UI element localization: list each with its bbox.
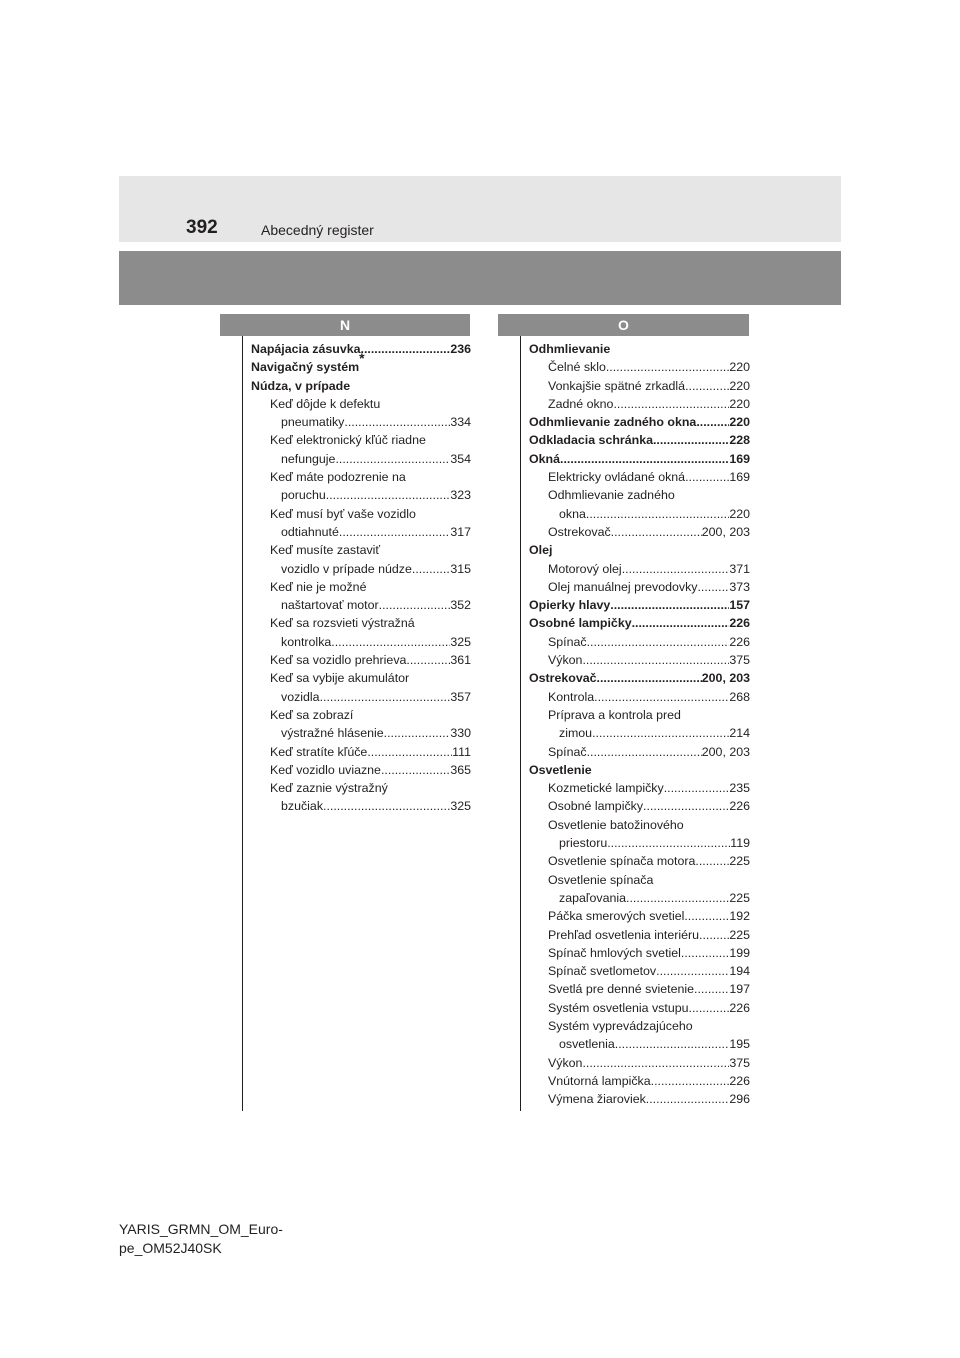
index-entry <box>529 834 750 852</box>
dot-leader <box>587 633 730 651</box>
entry-term: Okná <box>529 451 560 466</box>
dot-leader <box>622 560 730 578</box>
entry-page-number: 330 <box>450 726 471 741</box>
dot-leader <box>646 1090 730 1108</box>
index-entry <box>529 669 750 687</box>
entry-term: Keď sa rozsvieti výstražná <box>270 616 415 631</box>
index-column-o <box>529 340 750 1108</box>
dot-leader <box>592 724 729 742</box>
entry-term: Odhmlievanie zadného okna <box>529 415 697 430</box>
header-dark-band <box>119 251 841 305</box>
entry-page-number: 169 <box>729 451 750 466</box>
index-column-n <box>251 340 471 816</box>
index-entry <box>529 761 750 779</box>
entry-page-number: 375 <box>729 653 750 668</box>
entry-page-number: 195 <box>729 1037 750 1052</box>
index-entry <box>251 614 471 632</box>
index-entry <box>251 431 471 449</box>
index-entry <box>251 486 471 504</box>
entry-term: Výmena žiaroviek <box>548 1092 646 1107</box>
dot-leader <box>626 889 729 907</box>
entry-term: výstražné hlásenie <box>281 726 384 741</box>
entry-page-number: 200, 203 <box>701 744 750 759</box>
index-entry <box>251 779 471 797</box>
entry-term: naštartovať motor <box>281 598 379 613</box>
entry-term: Núdza, v prípade <box>251 378 351 393</box>
entry-term: Keď zaznie výstražný <box>270 781 388 796</box>
dot-leader <box>632 614 730 632</box>
entry-term: odtiahnuté <box>281 524 339 539</box>
index-entry <box>529 596 750 614</box>
entry-term: Napájacia zásuvka <box>251 342 361 356</box>
entry-term: Motorový olej <box>548 561 622 576</box>
entry-term: nefunguje <box>281 451 336 466</box>
index-entry <box>529 633 750 651</box>
entry-page-number: 226 <box>729 1000 750 1015</box>
entry-term: Systém vyprevádzajúceho <box>548 1018 693 1033</box>
index-entry <box>529 358 750 376</box>
letter-heading-o: O <box>498 314 749 336</box>
footer-line-2: pe_OM52J40SK <box>119 1240 222 1256</box>
entry-page-number: 357 <box>450 689 471 704</box>
entry-page-number: 334 <box>450 415 471 430</box>
index-entry <box>251 505 471 523</box>
entry-term: Keď dôjde k defektu <box>270 396 381 411</box>
column-rule-o <box>520 336 521 1111</box>
index-entry <box>529 980 750 998</box>
index-entry <box>251 669 471 687</box>
index-entry <box>529 889 750 907</box>
entry-term: Keď elektronický kľúč riadne <box>270 433 426 448</box>
entry-page-number: 169 <box>729 470 750 485</box>
dot-leader <box>367 743 452 761</box>
entry-page-number: 220 <box>729 415 750 430</box>
entry-term: Keď sa zobrazí <box>270 707 354 722</box>
entry-term: Keď musí byť vaše vozidlo <box>270 506 416 521</box>
entry-page-number: 194 <box>729 964 750 979</box>
entry-page-number: 111 <box>452 744 471 759</box>
entry-page-number: 220 <box>729 378 750 393</box>
dot-leader <box>613 395 729 413</box>
index-entry <box>529 852 750 870</box>
entry-term: osvetlenia <box>559 1037 615 1052</box>
page-number: 392 <box>186 217 218 238</box>
entry-page-number: 119 <box>730 836 750 851</box>
index-entry <box>251 761 471 779</box>
entry-term: Keď máte podozrenie na <box>270 470 406 485</box>
dot-leader <box>326 486 451 504</box>
entry-page-number: 375 <box>729 1055 750 1070</box>
entry-page-number: 220 <box>729 506 750 521</box>
entry-term: Navigačný systém <box>251 360 360 375</box>
entry-term: Ostrekovač <box>529 671 597 686</box>
dot-leader <box>653 431 729 449</box>
index-entry <box>251 596 471 614</box>
index-entry <box>529 1035 750 1053</box>
entry-term: Odhmlievanie zadného <box>548 488 675 503</box>
entry-term: Keď vozidlo uviazne <box>270 762 381 777</box>
dot-leader <box>684 907 729 925</box>
index-entry <box>529 1017 750 1035</box>
index-entry <box>251 651 471 669</box>
dot-leader <box>689 999 730 1017</box>
entry-page-number: 296 <box>729 1092 750 1107</box>
entry-term: Odhmlievanie <box>529 342 611 356</box>
dot-leader <box>406 651 450 669</box>
entry-term: Čelné sklo <box>548 360 606 375</box>
dot-leader <box>582 1054 729 1072</box>
dot-leader <box>361 340 451 358</box>
dot-leader <box>695 852 729 870</box>
index-entry <box>529 560 750 578</box>
dot-leader <box>697 578 729 596</box>
entry-page-number: 225 <box>729 890 750 905</box>
entry-page-number: 226 <box>729 616 750 631</box>
entry-term: Výkon <box>548 1055 583 1070</box>
entry-page-number: 220 <box>729 360 750 375</box>
index-entry <box>529 614 750 632</box>
entry-term: Osvetlenie spínača <box>548 872 654 887</box>
dot-leader <box>582 651 729 669</box>
index-entry <box>529 688 750 706</box>
entry-page-number: 200, 203 <box>701 671 750 686</box>
dot-leader <box>699 926 729 944</box>
entry-page-number: 235 <box>729 781 750 796</box>
index-entry <box>529 431 750 449</box>
dot-leader <box>685 377 729 395</box>
index-entry <box>529 468 750 486</box>
entry-page-number: 268 <box>729 689 750 704</box>
index-entry <box>529 1054 750 1072</box>
entry-page-number: 228 <box>729 433 750 448</box>
dot-leader <box>320 688 451 706</box>
dot-leader <box>339 523 450 541</box>
index-entry <box>251 468 471 486</box>
entry-term: Systém osvetlenia vstupu <box>548 1000 689 1015</box>
footer-line-1: YARIS_GRMN_OM_Euro- <box>119 1221 283 1237</box>
index-entry <box>529 706 750 724</box>
entry-page-number: 199 <box>729 945 750 960</box>
index-entry <box>251 377 471 395</box>
entry-term: Prehľad osvetlenia interiéru <box>548 927 700 942</box>
index-entry <box>251 797 471 815</box>
entry-term: Olej manuálnej prevodovky <box>548 579 698 594</box>
entry-page-number: 325 <box>450 799 471 814</box>
dot-leader <box>560 450 729 468</box>
dot-leader <box>694 980 729 998</box>
dot-leader <box>597 669 702 687</box>
entry-page-number: 354 <box>450 451 471 466</box>
index-entry <box>251 578 471 596</box>
index-entry <box>251 350 471 376</box>
index-entry <box>529 999 750 1017</box>
entry-term: Keď stratíte kľúče <box>270 744 368 759</box>
entry-term: Elektricky ovládané okná <box>548 470 686 485</box>
entry-term: kontrolka <box>281 634 332 649</box>
entry-term: Keď musíte zastaviť <box>270 543 381 558</box>
index-entry <box>529 505 750 523</box>
index-entry <box>529 578 750 596</box>
entry-term: okna <box>559 506 586 521</box>
entry-term: Osvetlenie <box>529 762 592 777</box>
entry-term: Keď sa vozidlo prehrieva <box>270 653 407 668</box>
entry-page-number: 226 <box>729 799 750 814</box>
entry-term: Keď sa vybije akumulátor <box>270 671 410 686</box>
entry-term: Odkladacia schránka <box>529 433 653 448</box>
index-entry <box>529 340 750 358</box>
dot-leader <box>379 596 451 614</box>
index-entry <box>529 816 750 834</box>
index-entry <box>251 633 471 651</box>
entry-term: Výkon <box>548 653 583 668</box>
entry-term: Spínač hmlových svetiel <box>548 945 681 960</box>
dot-leader <box>656 962 729 980</box>
index-entry <box>529 651 750 669</box>
entry-term: poruchu <box>281 488 326 503</box>
index-entry <box>529 486 750 504</box>
entry-term: vozidla <box>281 689 320 704</box>
index-entry <box>251 523 471 541</box>
entry-page-number: 361 <box>450 653 471 668</box>
header-band <box>119 176 841 242</box>
entry-page-number: 220 <box>729 396 750 411</box>
dot-leader <box>611 523 702 541</box>
entry-term: Kontrola <box>548 689 595 704</box>
index-entry <box>529 944 750 962</box>
index-entry <box>251 541 471 559</box>
entry-page-number: 325 <box>450 634 471 649</box>
index-entry <box>251 706 471 724</box>
entry-term: Vonkajšie spätné zrkadlá <box>548 378 686 393</box>
entry-page-number: 192 <box>729 909 750 924</box>
entry-page-number: 200, 203 <box>701 524 750 539</box>
entry-page-number: 323 <box>450 488 471 503</box>
dot-leader <box>685 468 729 486</box>
entry-page-number: 197 <box>729 982 750 997</box>
dot-leader <box>696 413 729 431</box>
index-entry <box>251 450 471 468</box>
entry-page-number: 371 <box>729 561 750 576</box>
index-entry <box>529 797 750 815</box>
index-entry <box>529 1090 750 1108</box>
dot-leader <box>381 761 450 779</box>
index-entry <box>251 395 471 413</box>
dot-leader <box>384 724 451 742</box>
entry-term: Vnútorná lampička <box>548 1073 651 1088</box>
index-entry <box>529 926 750 944</box>
entry-term: Zadné okno <box>548 396 614 411</box>
dot-leader <box>587 743 702 761</box>
dot-leader <box>344 413 450 431</box>
entry-term: vozidlo v prípade núdze <box>281 561 412 576</box>
entry-page-number: 225 <box>729 927 750 942</box>
dot-leader <box>664 779 730 797</box>
entry-term: Spínač <box>548 744 587 759</box>
entry-term: Osobné lampičky <box>548 799 644 814</box>
entry-term: Príprava a kontrola pred <box>548 707 681 722</box>
entry-page-number: 317 <box>450 524 471 539</box>
entry-page-number: 365 <box>450 762 471 777</box>
dot-leader <box>643 797 729 815</box>
dot-leader <box>607 834 730 852</box>
dot-leader <box>586 505 729 523</box>
index-entry <box>529 450 750 468</box>
index-entry <box>529 413 750 431</box>
section-title: Abecedný register <box>261 222 374 238</box>
dot-leader <box>651 1072 730 1090</box>
index-entry <box>251 724 471 742</box>
entry-page-number: 352 <box>450 598 471 613</box>
entry-page-number: 225 <box>729 854 750 869</box>
entry-term: pneumatiky <box>281 415 345 430</box>
entry-term: Svetlá pre denné svietenie <box>548 982 695 997</box>
index-entry <box>251 560 471 578</box>
dot-leader <box>615 1035 730 1053</box>
column-rule-n <box>242 336 243 1111</box>
index-entry <box>529 724 750 742</box>
entry-page-number: 315 <box>450 561 471 576</box>
index-entry <box>529 377 750 395</box>
entry-page-number: 157 <box>729 598 750 613</box>
dot-leader <box>681 944 729 962</box>
footnote-asterisk: * <box>359 350 365 367</box>
entry-term: Páčka smerových svetiel <box>548 909 685 924</box>
entry-page-number: 214 <box>729 726 750 741</box>
entry-page-number: 236 <box>450 342 471 356</box>
entry-term: Osvetlenie batožinového <box>548 817 684 832</box>
entry-term: Osvetlenie spínača motora <box>548 854 696 869</box>
entry-term: Olej <box>529 543 553 558</box>
dot-leader <box>606 358 729 376</box>
index-entry <box>251 413 471 431</box>
entry-term: Osobné lampičky <box>529 616 632 631</box>
entry-term: priestoru <box>559 836 608 851</box>
entry-term: Keď nie je možné <box>270 579 367 594</box>
entry-term: bzučiak <box>281 799 324 814</box>
index-entry <box>529 743 750 761</box>
dot-leader <box>335 450 450 468</box>
entry-page-number: 226 <box>729 1073 750 1088</box>
index-entry <box>529 779 750 797</box>
dot-leader <box>323 797 450 815</box>
index-entry <box>529 871 750 889</box>
index-entry <box>529 962 750 980</box>
entry-term: Kozmetické lampičky <box>548 781 664 796</box>
entry-page-number: 373 <box>729 579 750 594</box>
entry-term: Ostrekovač <box>548 524 611 539</box>
footer-doc-code <box>119 1220 283 1258</box>
index-entry <box>529 395 750 413</box>
dot-leader <box>331 633 450 651</box>
entry-term: zimou <box>559 726 593 741</box>
entry-term: Spínač <box>548 634 587 649</box>
letter-heading-n: N <box>220 314 470 336</box>
entry-term: Opierky hlavy <box>529 598 611 613</box>
index-entry <box>529 1072 750 1090</box>
dot-leader <box>610 596 729 614</box>
index-entry <box>251 688 471 706</box>
entry-page-number: 226 <box>729 634 750 649</box>
entry-term: Spínač svetlometov <box>548 964 657 979</box>
index-entry <box>529 523 750 541</box>
index-entry <box>251 743 471 761</box>
dot-leader <box>594 688 729 706</box>
index-entry <box>529 907 750 925</box>
index-entry <box>529 541 750 559</box>
entry-term: zapaľovania <box>559 890 626 905</box>
dot-leader <box>412 560 450 578</box>
